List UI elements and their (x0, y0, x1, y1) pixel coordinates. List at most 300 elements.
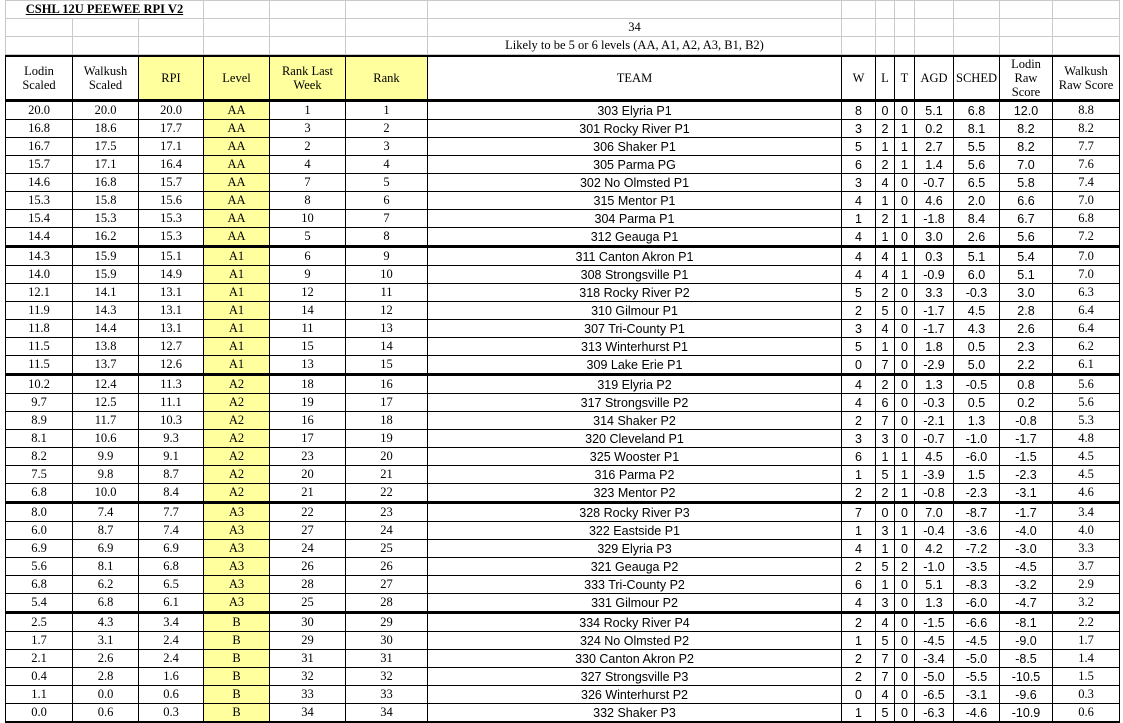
cell-rank-last-week: 15 (270, 338, 346, 356)
cell-team: 319 Elyria P2 (428, 375, 842, 394)
cell-agd: -0.7 (915, 174, 954, 192)
cell-walkush-raw-score: 0.3 (1053, 686, 1120, 704)
cell-rank-last-week: 4 (270, 156, 346, 174)
cell-sched: 5.5 (954, 138, 1000, 156)
cell-level: AA (204, 192, 270, 210)
cell-level: AA (204, 120, 270, 138)
cell-l: 7 (876, 356, 895, 375)
cell-rpi: 15.3 (139, 210, 204, 228)
cell-lodin-raw-score: 2.2 (1000, 356, 1053, 375)
empty-cell (1053, 19, 1120, 37)
cell-agd: -1.0 (915, 558, 954, 576)
cell-level: A1 (204, 338, 270, 356)
cell-walkush-raw-score: 3.2 (1053, 594, 1120, 613)
cell-l: 4 (876, 613, 895, 632)
table-row (6, 522, 1120, 540)
cell-rank: 33 (346, 686, 428, 704)
empty-cell (954, 1, 1000, 19)
empty-cell (842, 19, 876, 37)
cell-sched: -6.0 (954, 594, 1000, 613)
cell-walkush-scaled: 14.4 (73, 320, 139, 338)
cell-level: B (204, 686, 270, 704)
cell-rank: 27 (346, 576, 428, 594)
cell-lodin-raw-score: -2.3 (1000, 466, 1053, 484)
cell-walkush-scaled: 17.5 (73, 138, 139, 156)
cell-t: 1 (895, 522, 915, 540)
empty-cell (346, 37, 428, 55)
cell-t: 0 (895, 320, 915, 338)
cell-team: 314 Shaker P2 (428, 412, 842, 430)
cell-level: AA (204, 228, 270, 247)
cell-lodin-raw-score: -9.6 (1000, 686, 1053, 704)
cell-walkush-raw-score: 4.0 (1053, 522, 1120, 540)
cell-agd: -0.8 (915, 484, 954, 503)
table-row (6, 704, 1120, 723)
cell-w: 2 (842, 558, 876, 576)
empty-cell (204, 37, 270, 55)
cell-w: 1 (842, 704, 876, 723)
cell-walkush-raw-score: 7.0 (1053, 247, 1120, 266)
cell-agd: 0.3 (915, 247, 954, 266)
empty-cell (895, 1, 915, 19)
empty-cell (842, 1, 876, 19)
cell-level: AA (204, 210, 270, 228)
cell-rpi: 3.4 (139, 613, 204, 632)
cell-sched: 1.5 (954, 466, 1000, 484)
cell-team: 332 Shaker P3 (428, 704, 842, 723)
cell-walkush-raw-score: 6.4 (1053, 302, 1120, 320)
table-row (6, 101, 1120, 120)
cell-rpi: 0.6 (139, 686, 204, 704)
table-row (6, 448, 1120, 466)
cell-w: 3 (842, 430, 876, 448)
cell-l: 4 (876, 174, 895, 192)
cell-rank-last-week: 18 (270, 375, 346, 394)
cell-walkush-scaled: 4.3 (73, 613, 139, 632)
empty-cell (876, 37, 895, 55)
table-row (6, 632, 1120, 650)
cell-team: 327 Strongsville P3 (428, 668, 842, 686)
cell-rpi: 15.6 (139, 192, 204, 210)
cell-level: B (204, 704, 270, 723)
empty-cell (1053, 37, 1120, 55)
cell-walkush-scaled: 6.2 (73, 576, 139, 594)
cell-rank-last-week: 13 (270, 356, 346, 375)
cell-sched: -0.3 (954, 284, 1000, 302)
cell-walkush-scaled: 2.6 (73, 650, 139, 668)
cell-lodin-scaled: 8.1 (6, 430, 73, 448)
cell-rank-last-week: 21 (270, 484, 346, 503)
cell-level: A2 (204, 466, 270, 484)
cell-t: 0 (895, 540, 915, 558)
cell-t: 0 (895, 650, 915, 668)
cell-rpi: 8.4 (139, 484, 204, 503)
cell-w: 4 (842, 247, 876, 266)
table-row (6, 375, 1120, 394)
empty-cell (1053, 1, 1120, 19)
cell-sched: -4.6 (954, 704, 1000, 723)
cell-walkush-raw-score: 2.9 (1053, 576, 1120, 594)
empty-cell (876, 19, 895, 37)
cell-rank-last-week: 28 (270, 576, 346, 594)
cell-rank: 3 (346, 138, 428, 156)
cell-team: 307 Tri-County P1 (428, 320, 842, 338)
empty-cell (204, 19, 270, 37)
cell-lodin-raw-score: 0.8 (1000, 375, 1053, 394)
cell-rpi: 13.1 (139, 284, 204, 302)
cell-agd: 2.7 (915, 138, 954, 156)
cell-agd: 0.2 (915, 120, 954, 138)
cell-rank-last-week: 9 (270, 266, 346, 284)
cell-agd: 1.8 (915, 338, 954, 356)
table-row (6, 210, 1120, 228)
table-row (6, 394, 1120, 412)
cell-walkush-raw-score: 2.2 (1053, 613, 1120, 632)
cell-rank: 1 (346, 101, 428, 120)
column-header-l: L (876, 56, 895, 101)
cell-sched: 0.5 (954, 338, 1000, 356)
empty-cell (6, 37, 73, 55)
cell-l: 2 (876, 210, 895, 228)
cell-walkush-raw-score: 5.6 (1053, 375, 1120, 394)
cell-sched: -7.2 (954, 540, 1000, 558)
cell-rpi: 13.1 (139, 320, 204, 338)
cell-rank: 10 (346, 266, 428, 284)
cell-rank: 26 (346, 558, 428, 576)
cell-rpi: 11.1 (139, 394, 204, 412)
cell-walkush-scaled: 0.6 (73, 704, 139, 723)
empty-cell (204, 1, 270, 19)
cell-t: 1 (895, 156, 915, 174)
table-row (6, 576, 1120, 594)
cell-w: 4 (842, 394, 876, 412)
cell-rank: 28 (346, 594, 428, 613)
column-header-lodin-scaled: Lodin Scaled (6, 56, 73, 101)
empty-cell (915, 37, 954, 55)
empty-cell (270, 1, 346, 19)
cell-l: 3 (876, 430, 895, 448)
cell-lodin-scaled: 11.5 (6, 356, 73, 375)
cell-agd: -0.9 (915, 266, 954, 284)
table-row (6, 558, 1120, 576)
cell-lodin-raw-score: 8.2 (1000, 138, 1053, 156)
cell-w: 6 (842, 576, 876, 594)
cell-walkush-scaled: 8.7 (73, 522, 139, 540)
cell-lodin-raw-score: -3.1 (1000, 484, 1053, 503)
cell-sched: 2.0 (954, 192, 1000, 210)
cell-walkush-raw-score: 5.3 (1053, 412, 1120, 430)
cell-rank: 8 (346, 228, 428, 247)
cell-lodin-scaled: 14.6 (6, 174, 73, 192)
cell-rpi: 8.7 (139, 466, 204, 484)
cell-rpi: 9.3 (139, 430, 204, 448)
cell-rank: 22 (346, 484, 428, 503)
empty-cell (139, 37, 204, 55)
column-header-level: Level (204, 56, 270, 101)
cell-sched: 0.5 (954, 394, 1000, 412)
cell-l: 6 (876, 394, 895, 412)
cell-agd: 4.2 (915, 540, 954, 558)
cell-lodin-raw-score: -1.7 (1000, 430, 1053, 448)
cell-walkush-raw-score: 4.8 (1053, 430, 1120, 448)
cell-rpi: 7.4 (139, 522, 204, 540)
cell-w: 5 (842, 284, 876, 302)
cell-w: 1 (842, 210, 876, 228)
cell-team: 305 Parma PG (428, 156, 842, 174)
cell-rank: 31 (346, 650, 428, 668)
cell-rank: 24 (346, 522, 428, 540)
cell-level: A2 (204, 394, 270, 412)
cell-rpi: 1.6 (139, 668, 204, 686)
sheet-title: CSHL 12U PEEWEE RPI V2 (6, 1, 204, 19)
cell-t: 0 (895, 356, 915, 375)
cell-lodin-scaled: 16.7 (6, 138, 73, 156)
cell-team: 334 Rocky River P4 (428, 613, 842, 632)
cell-lodin-scaled: 2.5 (6, 613, 73, 632)
cell-lodin-scaled: 1.7 (6, 632, 73, 650)
cell-t: 0 (895, 613, 915, 632)
cell-l: 7 (876, 412, 895, 430)
cell-team: 309 Lake Erie P1 (428, 356, 842, 375)
cell-level: A3 (204, 522, 270, 540)
cell-rank: 6 (346, 192, 428, 210)
cell-level: B (204, 613, 270, 632)
cell-lodin-scaled: 5.6 (6, 558, 73, 576)
cell-agd: 3.0 (915, 228, 954, 247)
cell-agd: -0.4 (915, 522, 954, 540)
spreadsheet (5, 0, 1120, 723)
table-row (6, 120, 1120, 138)
cell-rank-last-week: 12 (270, 284, 346, 302)
empty-cell (842, 37, 876, 55)
cell-rank-last-week: 32 (270, 668, 346, 686)
cell-level: A2 (204, 484, 270, 503)
cell-t: 0 (895, 576, 915, 594)
cell-agd: -6.3 (915, 704, 954, 723)
cell-team: 321 Geauga P2 (428, 558, 842, 576)
cell-lodin-raw-score: 2.6 (1000, 320, 1053, 338)
cell-walkush-scaled: 7.4 (73, 503, 139, 522)
cell-lodin-scaled: 14.4 (6, 228, 73, 247)
table-row (6, 686, 1120, 704)
cell-team: 318 Rocky River P2 (428, 284, 842, 302)
empty-cell (1000, 1, 1053, 19)
cell-sched: -8.3 (954, 576, 1000, 594)
cell-rpi: 16.4 (139, 156, 204, 174)
cell-lodin-scaled: 8.2 (6, 448, 73, 466)
cell-rpi: 11.3 (139, 375, 204, 394)
cell-lodin-raw-score: -4.5 (1000, 558, 1053, 576)
cell-level: AA (204, 156, 270, 174)
table-row (6, 247, 1120, 266)
cell-w: 2 (842, 613, 876, 632)
cell-rank-last-week: 6 (270, 247, 346, 266)
cell-walkush-raw-score: 8.2 (1053, 120, 1120, 138)
cell-t: 2 (895, 558, 915, 576)
cell-t: 0 (895, 338, 915, 356)
cell-agd: 1.3 (915, 594, 954, 613)
cell-level: B (204, 650, 270, 668)
cell-lodin-scaled: 6.9 (6, 540, 73, 558)
cell-sched: 6.0 (954, 266, 1000, 284)
cell-level: AA (204, 174, 270, 192)
table-row (6, 356, 1120, 375)
cell-rpi: 17.1 (139, 138, 204, 156)
cell-w: 8 (842, 101, 876, 120)
cell-t: 0 (895, 375, 915, 394)
cell-walkush-raw-score: 8.8 (1053, 101, 1120, 120)
cell-agd: 7.0 (915, 503, 954, 522)
table-row (6, 412, 1120, 430)
table-row (6, 192, 1120, 210)
cell-sched: 4.3 (954, 320, 1000, 338)
cell-l: 7 (876, 668, 895, 686)
cell-rank-last-week: 8 (270, 192, 346, 210)
cell-sched: -0.5 (954, 375, 1000, 394)
empty-cell (270, 19, 346, 37)
empty-cell (1000, 37, 1053, 55)
cell-sched: -8.7 (954, 503, 1000, 522)
cell-rank: 25 (346, 540, 428, 558)
cell-lodin-raw-score: -3.2 (1000, 576, 1053, 594)
cell-walkush-scaled: 9.8 (73, 466, 139, 484)
cell-rank-last-week: 29 (270, 632, 346, 650)
cell-level: A3 (204, 576, 270, 594)
cell-rank-last-week: 10 (270, 210, 346, 228)
cell-lodin-raw-score: -9.0 (1000, 632, 1053, 650)
empty-cell (1000, 19, 1053, 37)
cell-level: B (204, 668, 270, 686)
column-header-rpi: RPI (139, 56, 204, 101)
cell-lodin-raw-score: 3.0 (1000, 284, 1053, 302)
cell-walkush-raw-score: 3.3 (1053, 540, 1120, 558)
table-row (6, 668, 1120, 686)
cell-lodin-scaled: 14.3 (6, 247, 73, 266)
empty-cell (954, 19, 1000, 37)
cell-w: 2 (842, 412, 876, 430)
cell-sched: 6.5 (954, 174, 1000, 192)
cell-rank-last-week: 25 (270, 594, 346, 613)
cell-sched: -3.5 (954, 558, 1000, 576)
cell-team: 331 Gilmour P2 (428, 594, 842, 613)
cell-walkush-scaled: 15.3 (73, 210, 139, 228)
table-row (6, 302, 1120, 320)
cell-l: 5 (876, 632, 895, 650)
cell-team: 328 Rocky River P3 (428, 503, 842, 522)
cell-walkush-raw-score: 6.1 (1053, 356, 1120, 375)
cell-walkush-scaled: 17.1 (73, 156, 139, 174)
cell-sched: 6.8 (954, 101, 1000, 120)
cell-w: 1 (842, 466, 876, 484)
cell-walkush-raw-score: 0.6 (1053, 704, 1120, 723)
cell-lodin-scaled: 8.9 (6, 412, 73, 430)
cell-team: 329 Elyria P3 (428, 540, 842, 558)
cell-rank: 11 (346, 284, 428, 302)
cell-rank: 29 (346, 613, 428, 632)
cell-t: 0 (895, 228, 915, 247)
cell-level: A3 (204, 594, 270, 613)
cell-team: 304 Parma P1 (428, 210, 842, 228)
cell-sched: -5.5 (954, 668, 1000, 686)
cell-team: 320 Cleveland P1 (428, 430, 842, 448)
cell-agd: -1.7 (915, 320, 954, 338)
cell-t: 0 (895, 412, 915, 430)
cell-team: 313 Winterhurst P1 (428, 338, 842, 356)
empty-cell (73, 19, 139, 37)
cell-team: 308 Strongsville P1 (428, 266, 842, 284)
cell-lodin-scaled: 11.5 (6, 338, 73, 356)
cell-lodin-scaled: 8.0 (6, 503, 73, 522)
cell-walkush-raw-score: 7.7 (1053, 138, 1120, 156)
cell-sched: 8.4 (954, 210, 1000, 228)
cell-walkush-raw-score: 6.8 (1053, 210, 1120, 228)
cell-rpi: 14.9 (139, 266, 204, 284)
cell-rank-last-week: 1 (270, 101, 346, 120)
cell-l: 2 (876, 120, 895, 138)
cell-lodin-scaled: 5.4 (6, 594, 73, 613)
cell-l: 2 (876, 484, 895, 503)
cell-lodin-raw-score: 5.4 (1000, 247, 1053, 266)
cell-rank-last-week: 3 (270, 120, 346, 138)
table-row (6, 540, 1120, 558)
cell-t: 0 (895, 101, 915, 120)
cell-rank: 19 (346, 430, 428, 448)
cell-team: 324 No Olmsted P2 (428, 632, 842, 650)
cell-lodin-raw-score: 5.8 (1000, 174, 1053, 192)
cell-walkush-raw-score: 5.6 (1053, 394, 1120, 412)
cell-lodin-raw-score: 8.2 (1000, 120, 1053, 138)
cell-w: 6 (842, 156, 876, 174)
cell-lodin-raw-score: -10.9 (1000, 704, 1053, 723)
cell-rank-last-week: 14 (270, 302, 346, 320)
cell-walkush-raw-score: 7.2 (1053, 228, 1120, 247)
cell-team: 311 Canton Akron P1 (428, 247, 842, 266)
cell-rank-last-week: 23 (270, 448, 346, 466)
column-header-walkush-scaled: Walkush Scaled (73, 56, 139, 101)
column-header-agd: AGD (915, 56, 954, 101)
cell-t: 1 (895, 138, 915, 156)
cell-agd: 4.5 (915, 448, 954, 466)
cell-walkush-scaled: 14.3 (73, 302, 139, 320)
column-header-lodin-raw-score: Lodin Raw Score (1000, 56, 1053, 101)
empty-cell (954, 37, 1000, 55)
table-row (6, 156, 1120, 174)
cell-lodin-scaled: 6.0 (6, 522, 73, 540)
cell-t: 1 (895, 120, 915, 138)
cell-rank: 5 (346, 174, 428, 192)
cell-walkush-raw-score: 4.5 (1053, 466, 1120, 484)
cell-lodin-scaled: 1.1 (6, 686, 73, 704)
cell-t: 0 (895, 302, 915, 320)
cell-lodin-scaled: 11.8 (6, 320, 73, 338)
cell-t: 0 (895, 174, 915, 192)
cell-lodin-scaled: 2.1 (6, 650, 73, 668)
cell-rank-last-week: 11 (270, 320, 346, 338)
cell-sched: -4.5 (954, 632, 1000, 650)
cell-team: 326 Winterhurst P2 (428, 686, 842, 704)
cell-l: 1 (876, 228, 895, 247)
cell-agd: -4.5 (915, 632, 954, 650)
cell-team: 302 No Olmsted P1 (428, 174, 842, 192)
cell-lodin-raw-score: 5.1 (1000, 266, 1053, 284)
cell-agd: -3.4 (915, 650, 954, 668)
cell-lodin-raw-score: -4.7 (1000, 594, 1053, 613)
cell-rpi: 6.9 (139, 540, 204, 558)
cell-walkush-raw-score: 1.4 (1053, 650, 1120, 668)
cell-sched: 5.6 (954, 156, 1000, 174)
cell-rank: 30 (346, 632, 428, 650)
cell-t: 0 (895, 394, 915, 412)
